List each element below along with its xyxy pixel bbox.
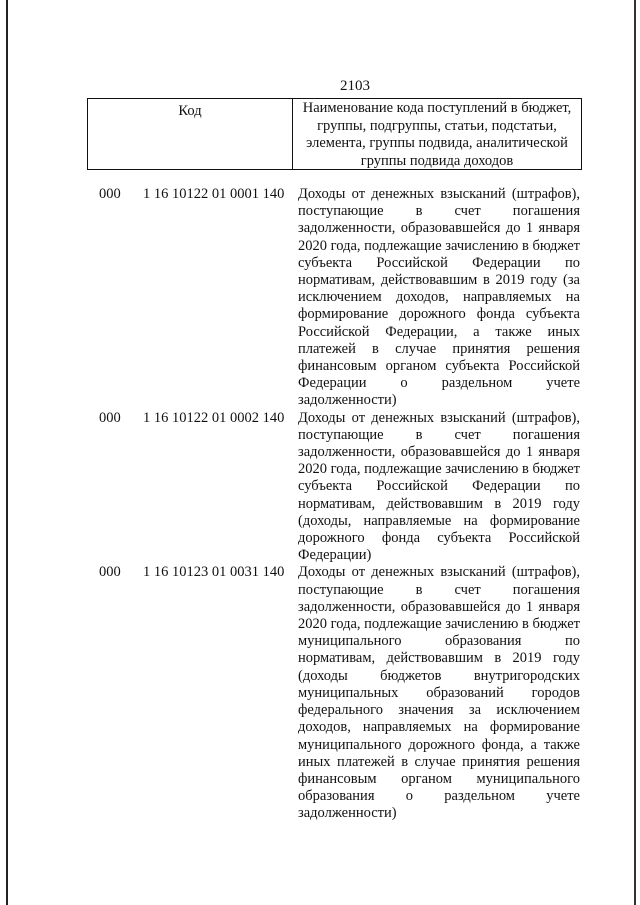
header-table [87, 98, 582, 170]
entry-row [0, 186, 640, 410]
entry-code: 1 16 10122 01 0001 140 [143, 186, 285, 202]
entry-row [0, 410, 640, 565]
header-code-cell: Код [88, 99, 293, 169]
entry-code: 1 16 10122 01 0002 140 [143, 409, 285, 426]
entry-description: Доходы от денежных взысканий (штрафов), поступающие в счет погашения задолженности, образовавшейся до 1 января 2020 года, подлежащие зачислению в бюджет субъекта Российской Федерации по нормативам, действовавшим в 2019 году (доходы, направляемые на формирование дорожного фонда субъекта Российской Федерации) [298, 409, 580, 564]
entry-description: Доходы от денежных взысканий (штрафов), поступающие в счет погашения задолженности, образовавшейся до 1 января 2020 года, подлежащие зачислению в бюджет муниципального образования по нормативам, действовавшим в 2019 году (доходы бюджетов внутригородских муниципальных образований городов федерального значения за исключением доходов, направляемых на формирование муниципального дорожного фонда, а также иных платежей в случае принятия решения финансовым органом муниципального образования о раздельном учете задолженности) [298, 564, 580, 822]
entry-code: 1 16 10123 01 0031 140 [143, 564, 285, 581]
entry-prefix: 000 [99, 186, 121, 202]
header-name-cell: Наименование кода поступлений в бюджет, группы, подгруппы, статьи, подстатьи, элемента, группы подвида, аналитической группы подвида доходов [302, 100, 572, 169]
entry-description: Доходы от денежных взысканий (штрафов), поступающие в счет погашения задолженности, образовавшейся до 1 января 2020 года, подлежащие зачислению в бюджет субъекта Российской Федерации по нормативам, действовавшим в 2019 году (за исключением доходов, направляемых на формирование дорожного фонда субъекта Российской Федерации, а также иных платежей в случае принятия решения финансовым органом субъекта Российской Федерации о раздельном учете задолженности) [298, 186, 580, 409]
entry-row [0, 564, 640, 822]
entries-list [0, 186, 640, 823]
entry-prefix: 000 [99, 564, 121, 581]
entry-prefix: 000 [99, 409, 121, 426]
page-number: 2103 [340, 78, 370, 94]
